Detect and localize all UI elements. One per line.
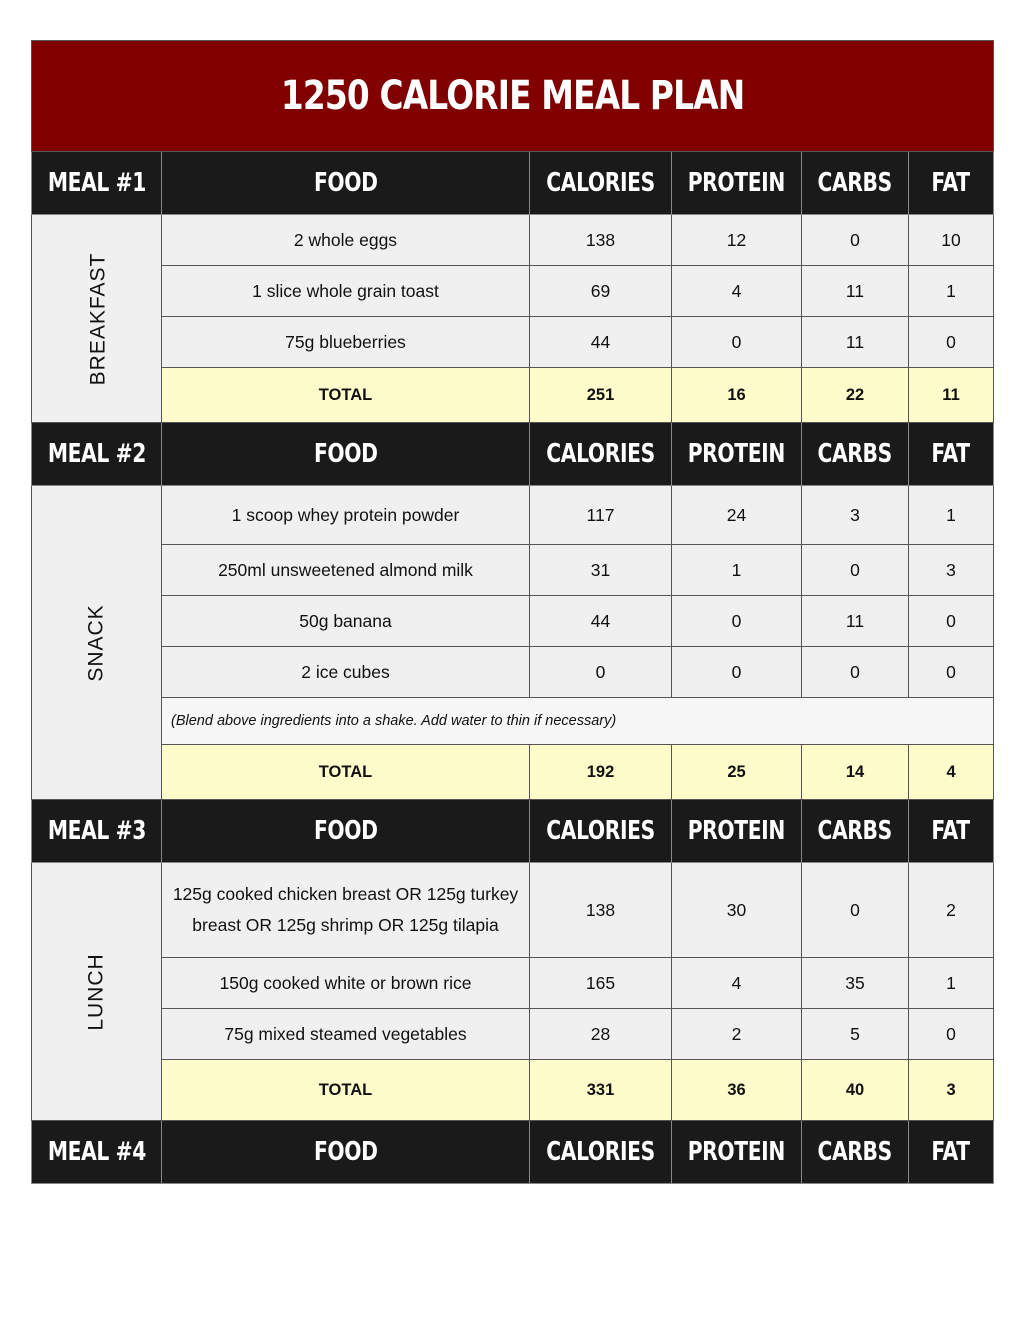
fat-cell: 1	[909, 266, 994, 317]
carbs-cell: 0	[802, 545, 909, 596]
column-header-food: FOOD	[162, 1121, 530, 1184]
calories-cell: 117	[530, 486, 672, 545]
column-header-fat: FAT	[909, 1121, 994, 1184]
fat-cell: 0	[909, 1009, 994, 1060]
total-fat: 3	[909, 1060, 994, 1121]
page-title: 1250 CALORIE MEAL PLAN	[280, 73, 745, 119]
table-row	[32, 215, 994, 266]
meal-label: MEAL #2	[32, 423, 162, 486]
total-calories: 331	[530, 1060, 672, 1121]
table-row	[32, 958, 994, 1009]
column-header-calories: CALORIES	[530, 152, 672, 215]
food-cell: 2 whole eggs	[162, 215, 530, 266]
carbs-cell: 0	[802, 215, 909, 266]
protein-cell: 0	[672, 647, 802, 698]
food-cell: 75g mixed steamed vegetables	[162, 1009, 530, 1060]
total-protein: 36	[672, 1060, 802, 1121]
food-cell: 150g cooked white or brown rice	[162, 958, 530, 1009]
food-cell: 1 slice whole grain toast	[162, 266, 530, 317]
column-header-food: FOOD	[162, 800, 530, 863]
protein-cell: 2	[672, 1009, 802, 1060]
food-cell: 1 scoop whey protein powder	[162, 486, 530, 545]
title-banner	[32, 41, 994, 152]
food-cell: 125g cooked chicken breast OR 125g turkey breast OR 125g shrimp OR 125g tilapia	[162, 863, 530, 958]
fat-cell: 1	[909, 958, 994, 1009]
meal-header-row	[32, 800, 994, 863]
column-header-food: FOOD	[162, 423, 530, 486]
calories-cell: 0	[530, 647, 672, 698]
carbs-cell: 5	[802, 1009, 909, 1060]
column-header-carbs: CARBS	[802, 423, 909, 486]
note-row	[32, 698, 994, 745]
column-header-protein: PROTEIN	[672, 152, 802, 215]
protein-cell: 1	[672, 545, 802, 596]
total-carbs: 14	[802, 745, 909, 800]
calories-cell: 138	[530, 215, 672, 266]
table-row	[32, 647, 994, 698]
protein-cell: 0	[672, 317, 802, 368]
meal-plan-table	[31, 40, 994, 1184]
column-header-calories: CALORIES	[530, 1121, 672, 1184]
column-header-protein: PROTEIN	[672, 423, 802, 486]
table-row	[32, 486, 994, 545]
carbs-cell: 11	[802, 596, 909, 647]
protein-cell: 12	[672, 215, 802, 266]
meal-category-breakfast: BREAKFAST	[32, 215, 162, 423]
protein-cell: 24	[672, 486, 802, 545]
total-calories: 192	[530, 745, 672, 800]
column-header-food: FOOD	[162, 152, 530, 215]
food-cell: 50g banana	[162, 596, 530, 647]
calories-cell: 138	[530, 863, 672, 958]
total-calories: 251	[530, 368, 672, 423]
column-header-fat: FAT	[909, 152, 994, 215]
total-row	[32, 368, 994, 423]
table-row	[32, 545, 994, 596]
total-fat: 11	[909, 368, 994, 423]
protein-cell: 4	[672, 266, 802, 317]
carbs-cell: 35	[802, 958, 909, 1009]
total-protein: 25	[672, 745, 802, 800]
total-row	[32, 745, 994, 800]
protein-cell: 30	[672, 863, 802, 958]
protein-cell: 0	[672, 596, 802, 647]
carbs-cell: 11	[802, 317, 909, 368]
food-cell: 250ml unsweetened almond milk	[162, 545, 530, 596]
protein-cell: 4	[672, 958, 802, 1009]
total-row	[32, 1060, 994, 1121]
column-header-protein: PROTEIN	[672, 1121, 802, 1184]
column-header-carbs: CARBS	[802, 800, 909, 863]
food-cell: 75g blueberries	[162, 317, 530, 368]
table-row	[32, 596, 994, 647]
total-carbs: 40	[802, 1060, 909, 1121]
column-header-fat: FAT	[909, 800, 994, 863]
fat-cell: 0	[909, 317, 994, 368]
fat-cell: 3	[909, 545, 994, 596]
table-row	[32, 266, 994, 317]
carbs-cell: 0	[802, 863, 909, 958]
total-protein: 16	[672, 368, 802, 423]
preparation-note: (Blend above ingredients into a shake. Add water to thin if necessary)	[162, 698, 994, 745]
fat-cell: 10	[909, 215, 994, 266]
table-row	[32, 863, 994, 958]
calories-cell: 28	[530, 1009, 672, 1060]
column-header-calories: CALORIES	[530, 800, 672, 863]
column-header-carbs: CARBS	[802, 1121, 909, 1184]
calories-cell: 44	[530, 317, 672, 368]
calories-cell: 44	[530, 596, 672, 647]
meal-label: MEAL #3	[32, 800, 162, 863]
total-carbs: 22	[802, 368, 909, 423]
calories-cell: 165	[530, 958, 672, 1009]
meal-category-lunch: LUNCH	[32, 863, 162, 1121]
total-label: TOTAL	[162, 368, 530, 423]
meal-header-row	[32, 152, 994, 215]
calories-cell: 31	[530, 545, 672, 596]
total-fat: 4	[909, 745, 994, 800]
meal-category-snack: SNACK	[32, 486, 162, 800]
total-label: TOTAL	[162, 1060, 530, 1121]
meal-header-row	[32, 423, 994, 486]
carbs-cell: 0	[802, 647, 909, 698]
table-row	[32, 317, 994, 368]
carbs-cell: 3	[802, 486, 909, 545]
meal-header-row	[32, 1121, 994, 1184]
column-header-protein: PROTEIN	[672, 800, 802, 863]
column-header-calories: CALORIES	[530, 423, 672, 486]
carbs-cell: 11	[802, 266, 909, 317]
food-cell: 2 ice cubes	[162, 647, 530, 698]
calories-cell: 69	[530, 266, 672, 317]
fat-cell: 0	[909, 647, 994, 698]
column-header-carbs: CARBS	[802, 152, 909, 215]
fat-cell: 1	[909, 486, 994, 545]
total-label: TOTAL	[162, 745, 530, 800]
fat-cell: 0	[909, 596, 994, 647]
column-header-fat: FAT	[909, 423, 994, 486]
meal-label: MEAL #4	[32, 1121, 162, 1184]
table-row	[32, 1009, 994, 1060]
meal-label: MEAL #1	[32, 152, 162, 215]
fat-cell: 2	[909, 863, 994, 958]
